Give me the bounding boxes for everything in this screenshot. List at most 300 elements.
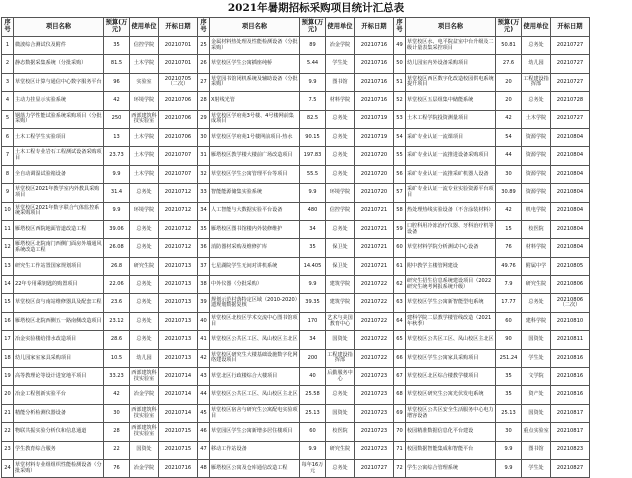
project-name-cell: 草堂北区行政楼综合大楼项目 [210, 368, 300, 386]
bid-date-cell: 20210723 [355, 404, 394, 422]
header-using-unit: 使用单位 [326, 18, 355, 37]
table-row [2, 184, 590, 202]
budget-cell: 22.06 [104, 276, 130, 294]
bid-date-cell: 20210707 [159, 147, 198, 165]
using-unit-cell: 国资处 [326, 331, 355, 349]
table-row [2, 423, 590, 441]
bid-date-cell: 20210712 [159, 184, 198, 202]
bid-date-cell: 20210805 [551, 257, 590, 275]
project-name-cell: 附中教学主楼管网建设 [406, 257, 496, 275]
bid-date-cell: 20210720 [355, 147, 394, 165]
serial-cell: 65 [394, 331, 406, 349]
budget-cell: 251.24 [496, 349, 522, 367]
bid-date-cell: 20210817 [551, 404, 590, 422]
project-name-cell: 幼儿园室内外设备采购项目 [406, 55, 496, 73]
serial-cell: 21 [2, 404, 14, 422]
table-row [2, 110, 590, 128]
using-unit-cell: 建筑学院 [326, 294, 355, 312]
bid-date-cell: 20210716 [355, 92, 394, 110]
header-serial: 序号 [2, 18, 14, 37]
bid-date-cell: 20210827 [551, 459, 590, 477]
bid-date-cell: 20210712 [159, 202, 198, 220]
table-row [2, 239, 590, 257]
serial-cell: 15 [2, 294, 14, 312]
project-name-cell: 草堂校区五层组集中储能系统 [406, 92, 496, 110]
project-name-cell: 移动工作站设备 [210, 441, 300, 459]
budget-cell: 54 [496, 128, 522, 146]
budget-cell: 35 [104, 37, 130, 55]
using-unit-cell: 研究生院 [130, 257, 159, 275]
serial-cell: 2 [2, 55, 14, 73]
project-name-cell: 采矿专业认证一流推采矿机器人设备 [406, 165, 496, 183]
bid-date-cell: 20210722 [355, 331, 394, 349]
bid-date-cell: 20210804 [551, 239, 590, 257]
header-project-name: 项目名称 [210, 18, 300, 37]
serial-cell: 20 [2, 386, 14, 404]
budget-cell: 480 [300, 202, 326, 220]
serial-cell: 4 [2, 92, 14, 110]
project-name-cell: 草堂校区学生公寓家具采购项目 [406, 349, 496, 367]
serial-cell: 35 [198, 220, 210, 238]
budget-cell: 33.23 [104, 368, 130, 386]
bid-date-cell: 20210727 [551, 55, 590, 73]
project-name-cell: 雁塔校区西院地面管道改造工程 [14, 220, 104, 238]
project-name-cell: 草堂材料专业组组织性能检测设备（分批采购） [14, 459, 104, 477]
serial-cell: 27 [198, 73, 210, 91]
bid-date-cell: 20210715 [159, 423, 198, 441]
serial-cell: 14 [2, 276, 14, 294]
header-using-unit: 使用单位 [522, 18, 551, 37]
using-unit-cell: 研究生院 [522, 276, 551, 294]
serial-cell: 72 [394, 459, 406, 477]
project-name-cell: 草堂校区学府苑1号楼网前项目-热水 [210, 128, 300, 146]
using-unit-cell: 建筑学院 [326, 276, 355, 294]
budget-cell: 30.89 [496, 184, 522, 202]
serial-cell: 5 [2, 110, 14, 128]
budget-cell: 26.8 [104, 257, 130, 275]
using-unit-cell: 西部建筑科技实验室 [130, 110, 159, 128]
serial-cell: 25 [198, 37, 210, 55]
bid-date-cell: 20210816 [551, 349, 590, 367]
project-name-cell: 草堂校区食与南站维修器具及配套工程 [14, 294, 104, 312]
serial-cell: 9 [2, 184, 14, 202]
bid-date-cell: 20210817 [551, 423, 590, 441]
using-unit-cell: 信控学院 [130, 37, 159, 55]
serial-cell: 7 [2, 147, 14, 165]
header-row [2, 18, 590, 37]
project-name-cell: 建科学院二层教学楼管线改造（2021年秋季） [406, 312, 496, 330]
budget-cell: 96 [104, 73, 130, 91]
bid-date-cell: 20210723 [355, 441, 394, 459]
header-budget: 预算(万元) [300, 18, 326, 37]
serial-cell: 19 [2, 368, 14, 386]
bid-date-cell: 20210706 [159, 128, 198, 146]
using-unit-cell: 总务处 [522, 92, 551, 110]
serial-cell: 23 [2, 441, 14, 459]
project-name-cell: 草堂校区研究生公寓光伏发电系统 [406, 386, 496, 404]
project-name-cell: 中外仪器（分批采购） [210, 276, 300, 294]
using-unit-cell: 后勤服务中心 [326, 368, 355, 386]
bid-date-cell: 20210721 [355, 257, 394, 275]
budget-cell: 20 [496, 73, 522, 91]
serial-cell: 51 [394, 73, 406, 91]
serial-cell: 10 [2, 202, 14, 220]
table-row [2, 202, 590, 220]
budget-cell: 60 [496, 312, 522, 330]
bid-date-cell: 20210720 [355, 184, 394, 202]
project-name-cell: 雁塔校区北院西侧五一路南侧改造项目 [14, 312, 104, 330]
using-unit-cell: 总务处 [326, 220, 355, 238]
serial-cell: 32 [198, 165, 210, 183]
bid-date-cell: 20210720 [355, 165, 394, 183]
project-name-cell: 草堂校区公共区工区、凤山校区主北区 [210, 386, 300, 404]
project-name-cell: 雁塔校区图书馆楼内外装修维护 [210, 220, 300, 238]
project-name-cell: 口腔科用冷冻治疗仪器、牙科治疗机等设备 [406, 220, 496, 238]
table-body [2, 18, 590, 478]
budget-cell: 10.5 [104, 349, 130, 367]
bid-date-cell: 20210716 [355, 55, 394, 73]
budget-cell: 90.15 [300, 128, 326, 146]
budget-cell: 9.9 [300, 184, 326, 202]
using-unit-cell: 艺术与美国教育中心 [326, 312, 355, 330]
serial-cell: 56 [394, 165, 406, 183]
budget-cell: 49.76 [496, 257, 522, 275]
budget-cell: 40 [300, 368, 326, 386]
using-unit-cell: 总务处 [326, 147, 355, 165]
bid-date-cell: 20210713 [159, 312, 198, 330]
project-name-cell: 草堂材料学院分析测试中心设备 [406, 239, 496, 257]
sheet-title: 2021年暑期招标采购项目统计汇总表 [227, 2, 405, 14]
budget-cell: 15 [496, 220, 522, 238]
serial-cell: 49 [394, 37, 406, 55]
bid-date-cell: 20210723 [355, 423, 394, 441]
bid-date-cell: 20210722 [355, 349, 394, 367]
bid-date-cell: 20210722 [355, 312, 394, 330]
budget-cell: 90 [496, 331, 522, 349]
budget-cell: 42 [104, 386, 130, 404]
budget-cell: 81.5 [104, 55, 130, 73]
header-bid-date: 开标日期 [159, 18, 198, 37]
budget-cell: 30 [496, 165, 522, 183]
using-unit-cell: 总务处 [326, 165, 355, 183]
bid-date-cell: 20210811 [551, 331, 590, 349]
serial-cell: 8 [2, 165, 14, 183]
project-name-cell: 校园精准数据信息化平台建设 [406, 423, 496, 441]
budget-cell: 42 [104, 92, 130, 110]
table-row [2, 349, 590, 367]
project-name-cell: 草堂校区学生公寓插座纯桥 [210, 55, 300, 73]
project-name-cell: 土木工程专业岩石工程测试设备采购项目 [14, 147, 104, 165]
serial-cell: 70 [394, 423, 406, 441]
project-name-cell: 主动力挂显示实验系统 [14, 92, 104, 110]
project-name-cell: 雁塔校区教学楼大楼前广场改造项目 [210, 147, 300, 165]
bid-date-cell: 20210707 [159, 165, 198, 183]
using-unit-cell: 材料学院 [522, 239, 551, 257]
bid-date-cell: 20210804 [551, 128, 590, 146]
using-unit-cell: 环境学院 [130, 92, 159, 110]
project-name-cell: 高等教理论等设计进宽地平项目 [14, 368, 104, 386]
project-name-cell: 规划示范村落特定区域（2010-2020）遗规划数据复核 [210, 294, 300, 312]
project-name-cell: 精能分析检测仪器设备 [14, 404, 104, 422]
budget-cell: 34 [300, 220, 326, 238]
using-unit-cell: 总务处 [130, 184, 159, 202]
table-row [2, 404, 590, 422]
serial-cell: 39 [198, 294, 210, 312]
table-row [2, 165, 590, 183]
budget-cell: 27.6 [496, 55, 522, 73]
bid-date-cell: 20210701 [159, 37, 198, 55]
budget-cell: 44 [496, 147, 522, 165]
table-row [2, 441, 590, 459]
project-name-cell: 采矿专业认证一流推进设备采购项目 [406, 147, 496, 165]
project-name-cell: 微波综合测试仪及附件 [14, 37, 104, 55]
budget-cell: 9.9 [104, 202, 130, 220]
budget-cell: 9.9 [300, 276, 326, 294]
budget-cell: 89 [300, 37, 326, 55]
using-unit-cell: 保卫处 [326, 239, 355, 257]
using-unit-cell: 图书馆 [326, 73, 355, 91]
bid-date-cell: 20210804 [551, 184, 590, 202]
serial-cell: 3 [2, 73, 14, 91]
bid-date-cell: 20210816 [551, 386, 590, 404]
budget-cell: 9.9 [300, 73, 326, 91]
serial-cell: 55 [394, 147, 406, 165]
bid-date-cell: 20210723 [355, 386, 394, 404]
budget-cell: 31.4 [104, 184, 130, 202]
bid-date-cell: 20210722 [355, 276, 394, 294]
serial-cell: 47 [198, 441, 210, 459]
budget-cell: 13 [104, 128, 130, 146]
bid-date-cell: 20210721 [355, 202, 394, 220]
serial-cell: 48 [198, 459, 210, 477]
budget-cell: 23.73 [104, 147, 130, 165]
budget-cell: 34 [300, 331, 326, 349]
using-unit-cell: 重点实验室 [522, 423, 551, 441]
using-unit-cell: 学生处 [522, 349, 551, 367]
project-name-cell: 研究生工作站置国家规划项目 [14, 257, 104, 275]
budget-cell: 28.6 [104, 331, 130, 349]
project-name-cell: 物联共振实验分析仪和信息通道 [14, 423, 104, 441]
using-unit-cell: 西部建筑科技实验室 [130, 404, 159, 422]
using-unit-cell: 校医院 [326, 423, 355, 441]
serial-cell: 71 [394, 441, 406, 459]
budget-cell: 7.5 [300, 92, 326, 110]
header-bid-date: 开标日期 [355, 18, 394, 37]
header-project-name: 项目名称 [406, 18, 496, 37]
project-name-cell: X射线光管 [210, 92, 300, 110]
serial-cell: 64 [394, 312, 406, 330]
table-row [2, 128, 590, 146]
project-name-cell: 草堂校区学府苑3号楼、4号楼网前集成项目 [210, 110, 300, 128]
bid-date-cell: 20210713 [159, 331, 198, 349]
bid-date-cell: 20210804 [551, 202, 590, 220]
serial-cell: 41 [198, 331, 210, 349]
using-unit-cell: 图书馆 [522, 441, 551, 459]
header-serial: 序号 [198, 18, 210, 37]
project-name-cell: 七星湖院学生无间对讲机系统 [210, 257, 300, 275]
project-name-cell: 草堂校区2021年数字联合气体监控系统采购项目 [14, 202, 104, 220]
project-name-cell: 钢筋力学性能试验系统采购项目（分批采购） [14, 110, 104, 128]
budget-cell: 20 [496, 92, 522, 110]
table-row [2, 386, 590, 404]
table-row [2, 368, 590, 386]
bid-date-cell: 20210727 [551, 73, 590, 91]
using-unit-cell: 西部建筑科技实验室 [130, 423, 159, 441]
using-unit-cell: 附属中学 [522, 257, 551, 275]
using-unit-cell: 幼儿园 [130, 349, 159, 367]
budget-cell: 35 [496, 386, 522, 404]
project-name-cell: 土木工程学生实验项目 [14, 128, 104, 146]
serial-cell: 33 [198, 184, 210, 202]
using-unit-cell: 总务处 [326, 386, 355, 404]
budget-cell: 35 [300, 239, 326, 257]
budget-cell: 9.9 [496, 441, 522, 459]
serial-cell: 66 [394, 349, 406, 367]
serial-cell: 13 [2, 257, 14, 275]
project-name-cell: 金属材料热处理及性能检测设备（分批采购） [210, 37, 300, 55]
header-using-unit: 使用单位 [130, 18, 159, 37]
table-row [2, 459, 590, 477]
project-name-cell: 校园数据智能集成和智能平台 [406, 441, 496, 459]
serial-cell: 67 [394, 368, 406, 386]
using-unit-cell: 国资处 [522, 404, 551, 422]
using-unit-cell: 学生处 [326, 55, 355, 73]
serial-cell: 59 [394, 220, 406, 238]
serial-cell: 60 [394, 239, 406, 257]
using-unit-cell: 总务处 [130, 312, 159, 330]
table-row [2, 331, 590, 349]
using-unit-cell: 总务处 [130, 220, 159, 238]
using-unit-cell: 冶金学院 [326, 37, 355, 55]
bid-date-cell: 20210706 [159, 92, 198, 110]
budget-cell: 17.77 [496, 294, 522, 312]
budget-cell: 30 [496, 423, 522, 441]
project-name-cell: 智能能源储集实验系统 [210, 184, 300, 202]
using-unit-cell: 国资处 [326, 404, 355, 422]
project-name-cell: 草堂校区研究生大楼基础设施数字化网络建设项目 [210, 349, 300, 367]
using-unit-cell: 信控学院 [326, 202, 355, 220]
serial-cell: 62 [394, 276, 406, 294]
budget-cell: 35 [496, 368, 522, 386]
serial-cell: 42 [198, 349, 210, 367]
serial-cell: 44 [198, 386, 210, 404]
project-name-cell: 土木工程学院投资测量项目 [406, 110, 496, 128]
using-unit-cell: 土木学院 [130, 128, 159, 146]
using-unit-cell: 资源学院 [522, 147, 551, 165]
project-name-cell: 草堂园书馆闭机系统及辅助设备（分批采购） [210, 73, 300, 91]
budget-cell: 9.9 [496, 459, 522, 477]
serial-cell: 52 [394, 92, 406, 110]
bid-date-cell: 20210810 [551, 312, 590, 330]
project-name-cell: 22年专用乘钥匙的购置项目 [14, 276, 104, 294]
project-name-cell: 热处理热线实验设备（不含涂装材料） [406, 202, 496, 220]
bid-date-cell: 20210714 [159, 368, 198, 386]
serial-cell: 12 [2, 239, 14, 257]
using-unit-cell: 总务处 [522, 294, 551, 312]
project-name-cell: 冶金实验楼给排水改造项目 [14, 331, 104, 349]
serial-cell: 50 [394, 55, 406, 73]
serial-cell: 6 [2, 128, 14, 146]
using-unit-cell: 总务处 [326, 128, 355, 146]
bid-date-cell: 20210712 [159, 220, 198, 238]
project-name-cell: 草堂校区公共区工区、凤山校区主北区 [210, 331, 300, 349]
project-name-cell: 学生教育综合服务 [14, 441, 104, 459]
project-name-cell: 草堂校区学生公寓新智能型电系统 [406, 294, 496, 312]
serial-cell: 31 [198, 147, 210, 165]
serial-cell: 30 [198, 128, 210, 146]
project-name-cell: 全自动调湿试验箱设备 [14, 165, 104, 183]
project-name-cell: 采矿专业认证一流课项目 [406, 128, 496, 146]
serial-cell: 63 [394, 294, 406, 312]
budget-cell: 23.12 [104, 312, 130, 330]
project-name-cell: 草堂校区宿舍与研究生公寓配电实验项目 [210, 404, 300, 422]
project-name-cell: 草堂校区北校区学术交流中心图书馆项目 [210, 312, 300, 330]
using-unit-cell: 总务处 [326, 459, 355, 477]
bid-date-cell: 20210719 [355, 110, 394, 128]
serial-cell: 26 [198, 55, 210, 73]
budget-cell: 76 [496, 239, 522, 257]
bid-date-cell: 20210713 [159, 349, 198, 367]
table-row [2, 220, 590, 238]
budget-cell: 每年16万元 [300, 459, 326, 477]
using-unit-cell: 土木学院 [522, 110, 551, 128]
procurement-summary-table [1, 17, 590, 478]
bid-date-cell: 20210816 [551, 368, 590, 386]
bid-date-cell: 20210806 [551, 276, 590, 294]
budget-cell: 55.5 [300, 165, 326, 183]
serial-cell: 28 [198, 92, 210, 110]
header-budget: 预算(万元) [496, 18, 522, 37]
budget-cell: 9.9 [300, 441, 326, 459]
using-unit-cell: 建科学院 [522, 312, 551, 330]
serial-cell: 29 [198, 110, 210, 128]
project-name-cell: 草堂园区学生公寓新增多居住楼项目 [210, 423, 300, 441]
using-unit-cell: 土木学院 [130, 55, 159, 73]
serial-cell: 46 [198, 423, 210, 441]
budget-cell: 39.35 [300, 294, 326, 312]
serial-cell: 57 [394, 184, 406, 202]
project-name-cell: 草堂校区计算与通信中心数字服务平台 [14, 73, 104, 91]
table-row [2, 73, 590, 91]
budget-cell: 76 [104, 459, 130, 477]
project-name-cell: 冶金工程创新实验平台 [14, 386, 104, 404]
project-name-cell: 人工智能与大数据实验平台设备 [210, 202, 300, 220]
serial-cell: 40 [198, 312, 210, 330]
using-unit-cell: 冶金学院 [130, 386, 159, 404]
bid-date-cell: 20210713 [159, 294, 198, 312]
budget-cell: 170 [300, 312, 326, 330]
project-name-cell: 消防器材采购及维修扩库 [210, 239, 300, 257]
budget-cell: 39.06 [104, 220, 130, 238]
serial-cell: 61 [394, 257, 406, 275]
bid-date-cell: 20210713 [159, 276, 198, 294]
using-unit-cell: 环境学院 [130, 202, 159, 220]
budget-cell: 14.405 [300, 257, 326, 275]
bid-date-cell: 20210727 [355, 459, 394, 477]
using-unit-cell: 材料学院 [326, 92, 355, 110]
using-unit-cell: 西部建筑科技实验室 [130, 368, 159, 386]
budget-cell: 30 [104, 404, 130, 422]
budget-cell: 42 [496, 110, 522, 128]
budget-cell: 25.13 [300, 404, 326, 422]
bid-date-cell: 20210715 [159, 441, 198, 459]
using-unit-cell: 总务处 [326, 110, 355, 128]
serial-cell: 43 [198, 368, 210, 386]
bid-date-cell: 20210727 [551, 110, 590, 128]
project-name-cell: 研究生招生信息系统建设项目（2022研究生统考网报系统升级） [406, 276, 496, 294]
using-unit-cell: 环境学院 [326, 184, 355, 202]
using-unit-cell: 总务处 [522, 37, 551, 55]
